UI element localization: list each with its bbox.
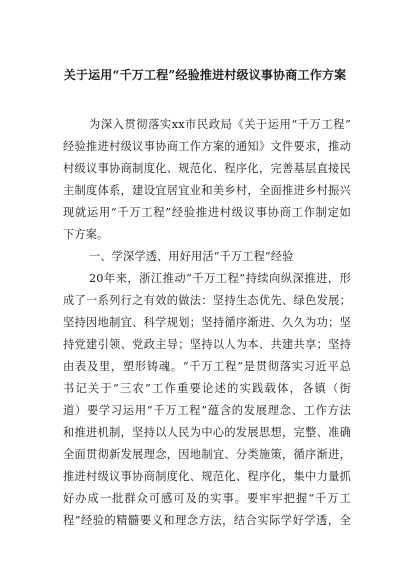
paragraph-line: 成了一系列行之有效的做法：坚持生态优先、绿色发展； [63, 294, 351, 307]
paragraph-line: 程”经验的精髓要义和理念方法，结合实际学好学透，全 [63, 514, 351, 527]
paragraph-line: 推进村级议事协商制度化、规范化、程序化，集中力量抓 [63, 470, 351, 483]
section-heading: 一、学深学透、用好用活“千万工程”经验 [89, 250, 294, 263]
paragraph-line: 由表及里，塑形铸魂。“千万工程”是贯彻落实习近平总 [63, 360, 351, 373]
paragraph-line: 村级议事协商制度化、规范化、程序化，完善基层直接民 [63, 162, 351, 175]
paragraph-line: 书记关于“三农”工作重要论述的实践载体，各镇（街 [63, 382, 351, 395]
paragraph-line: 为深入贯彻落实xx市民政局《关于运用“千万工程” [89, 118, 351, 131]
paragraph-line: 20年来，浙江推动“千万工程”持续向纵深推进，形 [89, 272, 351, 285]
paragraph-line: 和推进机制，坚持以人民为中心的发展思想，完整、准确 [63, 426, 351, 439]
paragraph-line: 好办成一批群众可感可及的实事。要牢牢把握“千万工 [63, 492, 351, 505]
paragraph-line: 坚持因地制宜、科学规划；坚持循序渐进、久久为功；坚 [63, 316, 351, 329]
document-title: 关于运用“千万工程”经验推进村级议事协商工作方案 [63, 68, 347, 82]
paragraph-line: 道）要学习运用“千万工程”蕴含的发展理念、工作方法 [63, 404, 351, 417]
paragraph-line: 全面贯彻新发展理念，因地制宜、分类施策，循序渐进， [63, 448, 351, 461]
paragraph-line: 下方案。 [63, 228, 109, 241]
paragraph-line: 现就运用“千万工程”经验推进村级议事协商工作制定如 [63, 206, 351, 219]
paragraph-line: 经验推进村级议事协商工作方案的通知》文件要求，推动 [63, 140, 351, 153]
paragraph-line: 持党建引领、党政主导；坚持以人为本、共建共享；坚持 [63, 338, 351, 351]
paragraph-line: 主制度体系，建设宜居宜业和美乡村，全面推进乡村振兴 [63, 184, 351, 197]
